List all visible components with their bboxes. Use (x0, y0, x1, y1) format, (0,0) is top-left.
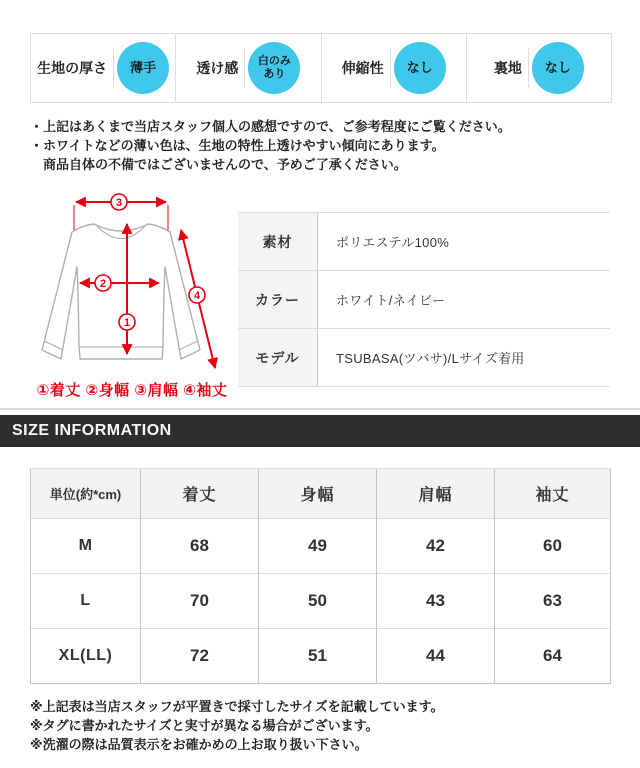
size-table-row-xl (31, 629, 611, 684)
staff-notes (30, 117, 511, 174)
size-cell: 49 (259, 519, 377, 574)
size-table-row-m (31, 519, 611, 574)
staff-note-line: ・上記はあくまで当店スタッフ個人の感想ですので、ご参考程度にご覧ください。 (30, 119, 511, 134)
fabric-cell-stretch (321, 34, 466, 102)
diagram-caption: ①着丈 ②身幅 ③肩幅 ④袖丈 (36, 382, 228, 399)
size-cell: 70 (141, 574, 259, 629)
spec-table (238, 212, 610, 387)
size-cell: 60 (495, 519, 611, 574)
marker-1: 1 (123, 317, 131, 329)
size-cell: 44 (377, 629, 495, 684)
size-cell: L (31, 574, 141, 629)
spec-label: 素材 (238, 213, 318, 270)
spec-label: カラー (238, 271, 318, 328)
size-cell: 72 (141, 629, 259, 684)
size-cell: 63 (495, 574, 611, 629)
spec-row-material (238, 213, 610, 271)
divider (528, 48, 529, 88)
spec-value: ポリエステル100% (336, 235, 450, 250)
size-table-header-length: 着丈 (141, 469, 259, 519)
size-cell: 50 (259, 574, 377, 629)
spec-value: ホワイト/ネイビー (336, 293, 446, 308)
fabric-thickness-badge: 薄手 (117, 42, 169, 94)
size-cell: 42 (377, 519, 495, 574)
divider (390, 48, 391, 88)
size-cell: 64 (495, 629, 611, 684)
fabric-stretch-label: 伸縮性 (341, 60, 384, 76)
spec-row-model (238, 329, 610, 387)
size-information-bar: SIZE INFORMATION (0, 415, 640, 447)
size-table-header-width: 身幅 (259, 469, 377, 519)
fabric-lining-badge: なし (532, 42, 584, 94)
section-divider (0, 408, 640, 410)
size-cell: M (31, 519, 141, 574)
size-cell: 51 (259, 629, 377, 684)
fabric-lining-label: 裏地 (493, 60, 522, 76)
fabric-cell-lining (466, 34, 611, 102)
size-cell: 43 (377, 574, 495, 629)
size-table-header-sleeve: 袖丈 (495, 469, 611, 519)
size-table-row-l (31, 574, 611, 629)
spec-label: モデル (238, 329, 318, 386)
shirt-outline (42, 224, 200, 359)
fabric-sheerness-label: 透け感 (196, 60, 239, 76)
fabric-sheerness-badge: 白のみあり (248, 42, 300, 94)
size-table (30, 468, 611, 684)
fabric-cell-sheerness (175, 34, 320, 102)
size-table-header-row (31, 469, 611, 519)
divider (113, 48, 114, 88)
measurement-diagram (30, 192, 230, 378)
size-table-header-unit: 単位(約*cm) (31, 469, 141, 519)
marker-2: 2 (99, 278, 107, 290)
measurement-note-line: ※タグに書かれたサイズと実寸が異なる場合がございます。 (30, 718, 379, 733)
measurement-note-line: ※洗濯の際は品質表示をお確かめの上お取り扱い下さい。 (30, 737, 368, 752)
marker-3: 3 (115, 197, 123, 209)
divider (244, 48, 245, 88)
fabric-property-strip (30, 33, 612, 103)
size-cell: 68 (141, 519, 259, 574)
staff-note-line: ・ホワイトなどの薄い色は、生地の特性上透けやすい傾向にあります。 (30, 138, 445, 153)
size-cell: XL(LL) (31, 629, 141, 684)
staff-note-line: 商品自体の不備ではございませんので、予めご了承ください。 (43, 157, 407, 172)
spec-value: TSUBASA(ツバサ)/Lサイズ着用 (336, 351, 525, 366)
spec-row-color (238, 271, 610, 329)
fabric-thickness-label: 生地の厚さ (37, 60, 108, 76)
measurement-notes (30, 697, 444, 754)
fabric-stretch-badge: なし (394, 42, 446, 94)
measurement-note-line: ※上記表は当店スタッフが平置きで採寸したサイズを記載しています。 (30, 699, 444, 714)
fabric-cell-thickness (31, 34, 175, 102)
size-table-header-shoulder: 肩幅 (377, 469, 495, 519)
marker-4: 4 (193, 290, 201, 302)
